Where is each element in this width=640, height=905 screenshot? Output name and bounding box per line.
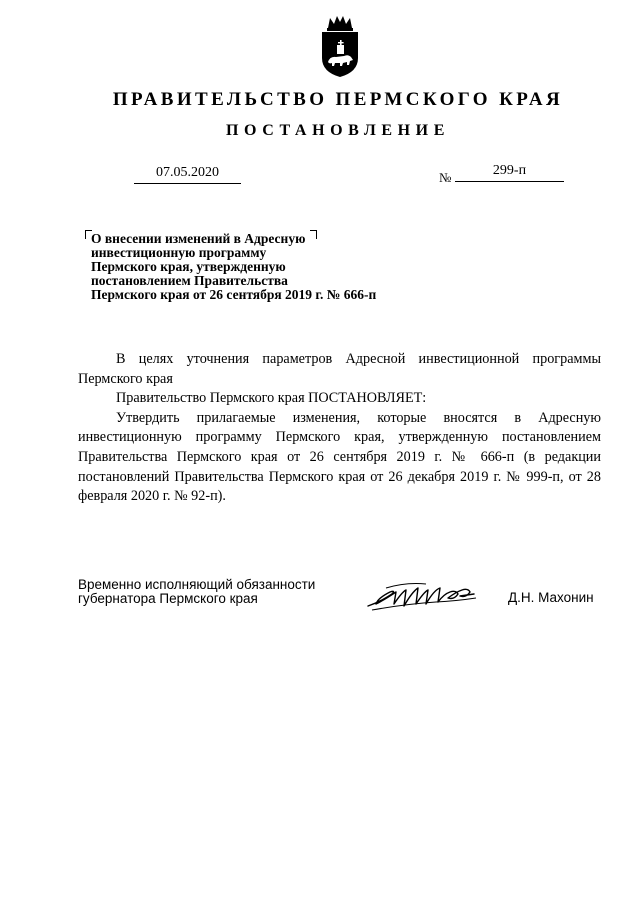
document-body (78, 350, 601, 507)
signature-icon (366, 580, 486, 612)
document-date: 07.05.2020 (134, 163, 241, 184)
signer-position-line: Временно исполняющий обязанности (78, 577, 316, 592)
signer-position (78, 578, 315, 606)
signer-position-line: губернатора Пермского края (78, 591, 258, 606)
document-subject (91, 232, 376, 302)
signer-name: Д.Н. Махонин (508, 590, 594, 605)
subject-line: Пермского края, утвержденную (91, 259, 286, 274)
document-number: 299-п (455, 161, 564, 182)
subject-line: О внесении изменений в Адресную (91, 231, 306, 246)
coat-of-arms-icon (318, 14, 362, 78)
subject-line: инвестиционную программу (91, 245, 267, 260)
subject-line: Пермского края от 26 сентября 2019 г. № 666-п (91, 287, 377, 302)
government-title: ПРАВИТЕЛЬСТВО ПЕРМСКОГО КРАЯ (112, 89, 564, 110)
body-paragraph: Утвердить прилагаемые изменения, которые вносятся в Адресную инвестиционную программу Пермского края, утвержденную постановлением Правительства Пермского края от 26 сентября 2019 г. № 666-п (в редакции постановлений Правительства Пермского края от 26 декабря 2019 г. № 999-п, от 28 февраля 2020 г. № 92-п). (78, 409, 601, 505)
body-paragraph: Правительство Пермского края ПОСТАНОВЛЯЕТ: (116, 390, 427, 407)
document-type: ПОСТАНОВЛЕНИЕ (226, 122, 450, 139)
subject-line: постановлением Правительства (91, 273, 288, 288)
number-sign: № (439, 170, 452, 185)
body-paragraph: В целях уточнения параметров Адресной инвестиционной программы Пермского края (78, 351, 601, 387)
